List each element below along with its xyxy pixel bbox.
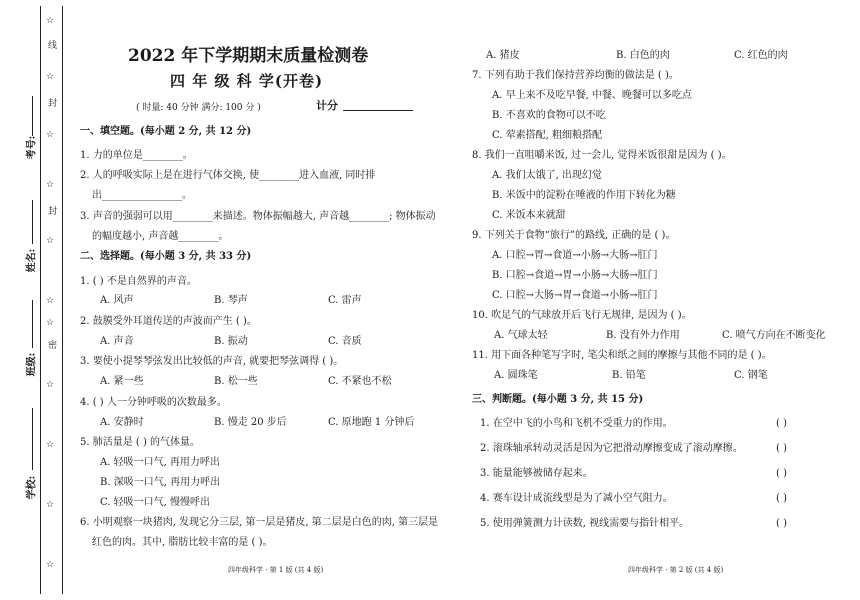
judge-item-1: 1. 在空中飞的小鸟和飞机不受重力的作用。: [480, 418, 673, 429]
star-marker: ☆: [46, 296, 55, 306]
choice-q8-opt-a: A. 我们太饿了, 出现幻觉: [492, 170, 602, 181]
star-marker: ☆: [46, 236, 55, 246]
choice-q7: 7. 下列有助于我们保持营养均衡的做法是 ( )。: [472, 70, 679, 81]
choice-q2: 2. 鼓膜受外耳道传送的声波而产生 ( )。: [80, 316, 257, 327]
binding-seal-label: 封: [46, 98, 56, 107]
star-marker: ☆: [46, 560, 55, 570]
name-label: 姓名:: [26, 248, 38, 273]
fill-q3-line1: 3. 声音的强弱可以用________来描述。物体振幅越大, 声音越________; 物体振动: [80, 211, 436, 222]
choice-q5-opt-c: C. 轻吸一口气, 慢慢呼出: [100, 497, 211, 508]
score-label: 计分: [316, 99, 338, 112]
judge-bracket-2[interactable]: ( ): [776, 443, 787, 454]
judge-item-2: 2. 滚珠轴承转动灵活是因为它把滑动摩擦变成了滚动摩擦。: [480, 443, 743, 454]
choice-q8: 8. 我们一直咀嚼米饭, 过一会儿, 觉得米饭很甜是因为 ( )。: [472, 150, 732, 161]
class-label: 班级:: [26, 352, 38, 377]
exam-subtitle: 四 年 级 科 学(开卷): [170, 72, 324, 90]
star-marker: ☆: [46, 500, 55, 510]
star-marker: ☆: [46, 130, 55, 140]
star-marker: ☆: [46, 72, 55, 82]
choice-q6-opt-a: A. 猪皮: [486, 50, 520, 61]
section2-heading: 二、选择题。(每小题 3 分, 共 33 分): [80, 251, 252, 262]
choice-q5-opt-b: B. 深吸一口气, 再用力呼出: [100, 477, 221, 488]
choice-q5-opt-a: A. 轻吸一口气, 再用力呼出: [100, 457, 220, 468]
binding-line-outer: [40, 6, 41, 594]
judge-item-4: 4. 赛车设计成流线型是为了减小空气阻力。: [480, 493, 673, 504]
judge-item-3: 3. 能量能够被储存起来。: [480, 468, 593, 479]
choice-q1-opt-b: B. 琴声: [214, 295, 248, 306]
exam-title: 2022 年下学期期末质量检测卷: [128, 46, 369, 66]
binding-density-label: 密: [46, 340, 56, 349]
choice-q9-opt-c: C. 口腔→大肠→胃→食道→小肠→肛门: [492, 290, 658, 301]
binding-seal-label-2: 封: [46, 206, 56, 215]
star-marker: ☆: [46, 380, 55, 390]
star-marker: ☆: [46, 180, 55, 190]
choice-q4-opt-c: C. 原地跑 1 分钟后: [328, 417, 415, 428]
judge-bracket-1[interactable]: ( ): [776, 418, 787, 429]
choice-q6-line2: 红色的肉。其中, 脂肪比较丰富的是 ( )。: [92, 537, 273, 548]
choice-q7-opt-a: A. 早上来不及吃早餐, 中餐、晚餐可以多吃点: [492, 90, 692, 101]
fill-q3-line2: 的幅度越小, 声音越________。: [92, 231, 229, 242]
choice-q6-opt-c: C. 红色的肉: [734, 50, 788, 61]
choice-q11-opt-b: B. 铅笔: [612, 370, 646, 381]
name-field[interactable]: [32, 200, 34, 244]
judge-bracket-5[interactable]: ( ): [776, 518, 787, 529]
choice-q1: 1. ( ) 不是自然界的声音。: [80, 276, 197, 287]
choice-q5: 5. 肺活量是 ( ) 的气体量。: [80, 437, 201, 448]
choice-q2-opt-b: B. 振动: [214, 336, 248, 347]
choice-q3-opt-a: A. 紧一些: [100, 376, 144, 387]
school-field[interactable]: [32, 408, 34, 470]
page2-footer: 四年级科学 · 第 2 版 (共 4 版): [628, 566, 724, 574]
choice-q2-opt-c: C. 音质: [328, 336, 362, 347]
section1-heading: 一、填空题。(每小题 2 分, 共 12 分): [80, 126, 252, 137]
judge-bracket-3[interactable]: ( ): [776, 468, 787, 479]
choice-q10-opt-c: C. 喷气方向在不断变化: [722, 330, 826, 341]
choice-q4-opt-a: A. 安静时: [100, 417, 144, 428]
choice-q7-opt-b: B. 不喜欢的食物可以不吃: [492, 110, 606, 121]
choice-q4: 4. ( ) 人一分钟呼吸的次数最多。: [80, 397, 227, 408]
choice-q6-opt-b: B. 白色的肉: [616, 50, 670, 61]
exam-no-label: 考号:: [26, 135, 38, 160]
choice-q11-opt-a: A. 圆珠笔: [494, 370, 538, 381]
choice-q9-opt-b: B. 口腔→食道→胃→小肠→大肠→肛门: [492, 270, 658, 281]
choice-q10: 10. 吹足气的气球放开后飞行无规律, 是因为 ( )。: [472, 310, 692, 321]
star-marker: ☆: [46, 440, 55, 450]
choice-q1-opt-a: A. 风声: [100, 295, 134, 306]
choice-q3: 3. 要使小提琴琴弦发出比较低的声音, 就要把琴弦调得 ( )。: [80, 356, 344, 367]
choice-q2-opt-a: A. 声音: [100, 336, 134, 347]
choice-q9: 9. 下列关于食物“旅行”的路线, 正确的是 ( )。: [472, 230, 676, 241]
choice-q9-opt-a: A. 口腔→胃→食道→小肠→大肠→肛门: [492, 250, 658, 261]
fill-q2-line2: 出________________。: [92, 190, 192, 201]
choice-q11-opt-c: C. 钢笔: [734, 370, 768, 381]
class-field[interactable]: [32, 300, 34, 348]
fill-q1: 1. 力的单位是________。: [80, 150, 193, 161]
binding-line-inner: [62, 6, 63, 594]
time-info: ( 时量: 40 分钟 满分: 100 分 ): [136, 103, 261, 113]
choice-q1-opt-c: C. 雷声: [328, 295, 362, 306]
binding-line-label: 线: [46, 40, 56, 49]
choice-q10-opt-b: B. 没有外力作用: [606, 330, 680, 341]
choice-q4-opt-b: B. 慢走 20 步后: [214, 417, 287, 428]
choice-q3-opt-b: B. 松一些: [214, 376, 258, 387]
choice-q8-opt-b: B. 米饭中的淀粉在唾液的作用下转化为糖: [492, 190, 676, 201]
judge-item-5: 5. 使用弹簧测力计读数, 视线需要与指针相平。: [480, 518, 690, 529]
choice-q3-opt-c: C. 不紧也不松: [328, 376, 392, 387]
page1-footer: 四年级科学 · 第 1 版 (共 4 版): [228, 566, 324, 574]
choice-q11: 11. 用下面各种笔写字时, 笔尖和纸之间的摩擦与其他不同的是 ( )。: [472, 350, 772, 361]
choice-q10-opt-a: A. 气球太轻: [494, 330, 548, 341]
judge-bracket-4[interactable]: ( ): [776, 493, 787, 504]
choice-q6-line1: 6. 小明观察一块猪肉, 发现它分三层, 第一层是猪皮, 第二层是白色的肉, 第三层是: [80, 517, 439, 528]
score-field[interactable]: [343, 110, 413, 111]
school-label: 学校:: [26, 475, 38, 500]
star-marker: ☆: [46, 318, 55, 328]
choice-q7-opt-c: C. 荤素搭配, 粗细粮搭配: [492, 130, 603, 141]
exam-no-field[interactable]: [32, 96, 34, 136]
fill-q2-line1: 2. 人的呼吸实际上是在进行气体交换, 使________进入血液, 同时排: [80, 170, 376, 181]
section3-heading: 三、判断题。(每小题 3 分, 共 15 分): [472, 394, 644, 405]
star-marker: ☆: [46, 16, 55, 26]
choice-q8-opt-c: C. 米饭本来就甜: [492, 210, 566, 221]
